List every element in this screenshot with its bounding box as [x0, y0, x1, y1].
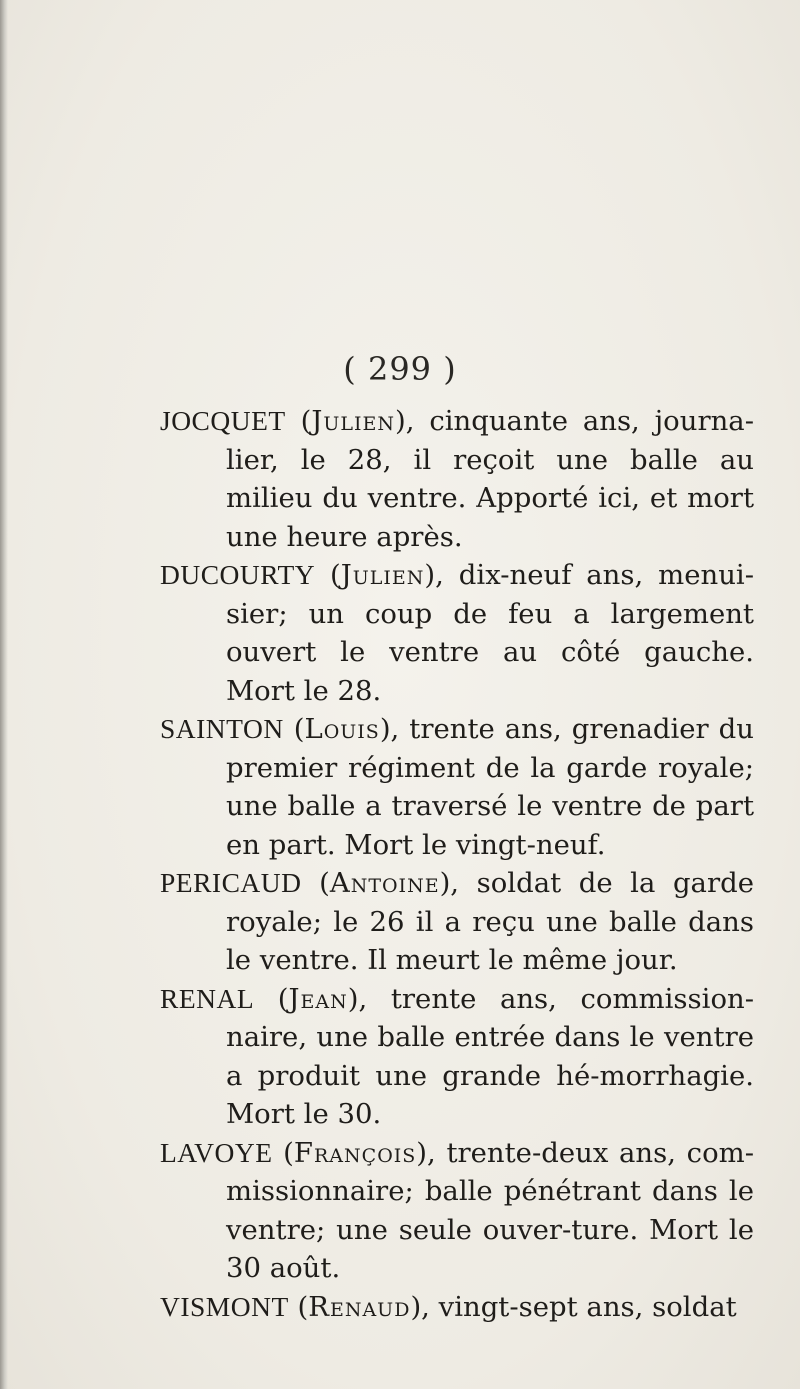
entry-text: trente ans, commission-naire, une balle entrée dans le ventre a produit une grande hé-morrhagie. Mort le 30.	[226, 982, 754, 1130]
casualty-list	[160, 402, 754, 1326]
entry-surname: SAINTON	[160, 713, 284, 744]
list-item: DUCOURTY (Julien), dix-neuf ans, menui-sier; un coup de feu a largement ouvert le ventre au côté gauche. Mort le 28.	[160, 559, 754, 707]
entry-given-name: François	[293, 1136, 417, 1169]
entry-given-name: Louis	[304, 713, 380, 745]
list-item: RENAL (Jean), trente ans, commission-naire, une balle entrée dans le ventre a produit une grande hé-morrhagie. Mort le 30.	[160, 982, 754, 1130]
entry-surname: JOCQUET	[160, 405, 286, 436]
entry-given-name: Jean	[288, 982, 348, 1015]
entry-text: trente-deux ans, com-missionnaire; balle pénétrant dans le ventre; une seule ouver-ture. Mort le 30 août.	[226, 1136, 754, 1284]
page-number: ( 299 )	[343, 350, 457, 388]
list-item: JOCQUET (Julien), cinquante ans, journa-lier, le 28, il reçoit une balle au milieu du ventre. Apporté ici, et mort une heure après.	[160, 405, 754, 553]
list-item: VISMONT (Renaud), vingt-sept ans, soldat	[160, 1290, 737, 1323]
list-item: PERICAUD (Antoine), soldat de la garde royale; le 26 il a reçu une balle dans le ventre. Il meurt le même jour.	[160, 867, 754, 976]
entry-surname: PERICAUD	[160, 867, 302, 898]
entry-text: dix-neuf ans, menui-sier; un coup de feu a largement ouvert le ventre au côté gauche. Mort le 28.	[226, 559, 754, 707]
entry-surname: VISMONT	[160, 1290, 289, 1322]
entry-text: trente ans, grenadier du premier régiment de la garde royale; une balle a traversé le ventre de part en part. Mort le vingt-neuf.	[226, 713, 754, 861]
entry-text: cinquante ans, journa-lier, le 28, il reçoit une balle au milieu du ventre. Apporté ici, et mort une heure après.	[226, 405, 754, 553]
entry-text: soldat de la garde royale; le 26 il a reçu une balle dans le ventre. Il meurt le même jour.	[226, 867, 754, 976]
page-binding-edge	[0, 0, 8, 1389]
entry-given-name: Antoine	[329, 867, 440, 899]
entry-given-name: Julien	[311, 405, 395, 437]
list-item: SAINTON (Louis), trente ans, grenadier du premier régiment de la garde royale; une balle a traversé le ventre de part en part. Mort le vingt-neuf.	[160, 713, 754, 861]
entry-given-name: Julien	[340, 559, 425, 591]
entry-surname: DUCOURTY	[160, 559, 316, 590]
entry-surname: LAVOYE	[160, 1136, 273, 1168]
entry-surname: RENAL	[160, 982, 255, 1014]
entry-given-name: Renaud	[308, 1290, 411, 1323]
list-item: LAVOYE (François), trente-deux ans, com-missionnaire; balle pénétrant dans le ventre; une seule ouver-ture. Mort le 30 août.	[160, 1136, 754, 1284]
entry-text: vingt-sept ans, soldat	[438, 1290, 737, 1323]
